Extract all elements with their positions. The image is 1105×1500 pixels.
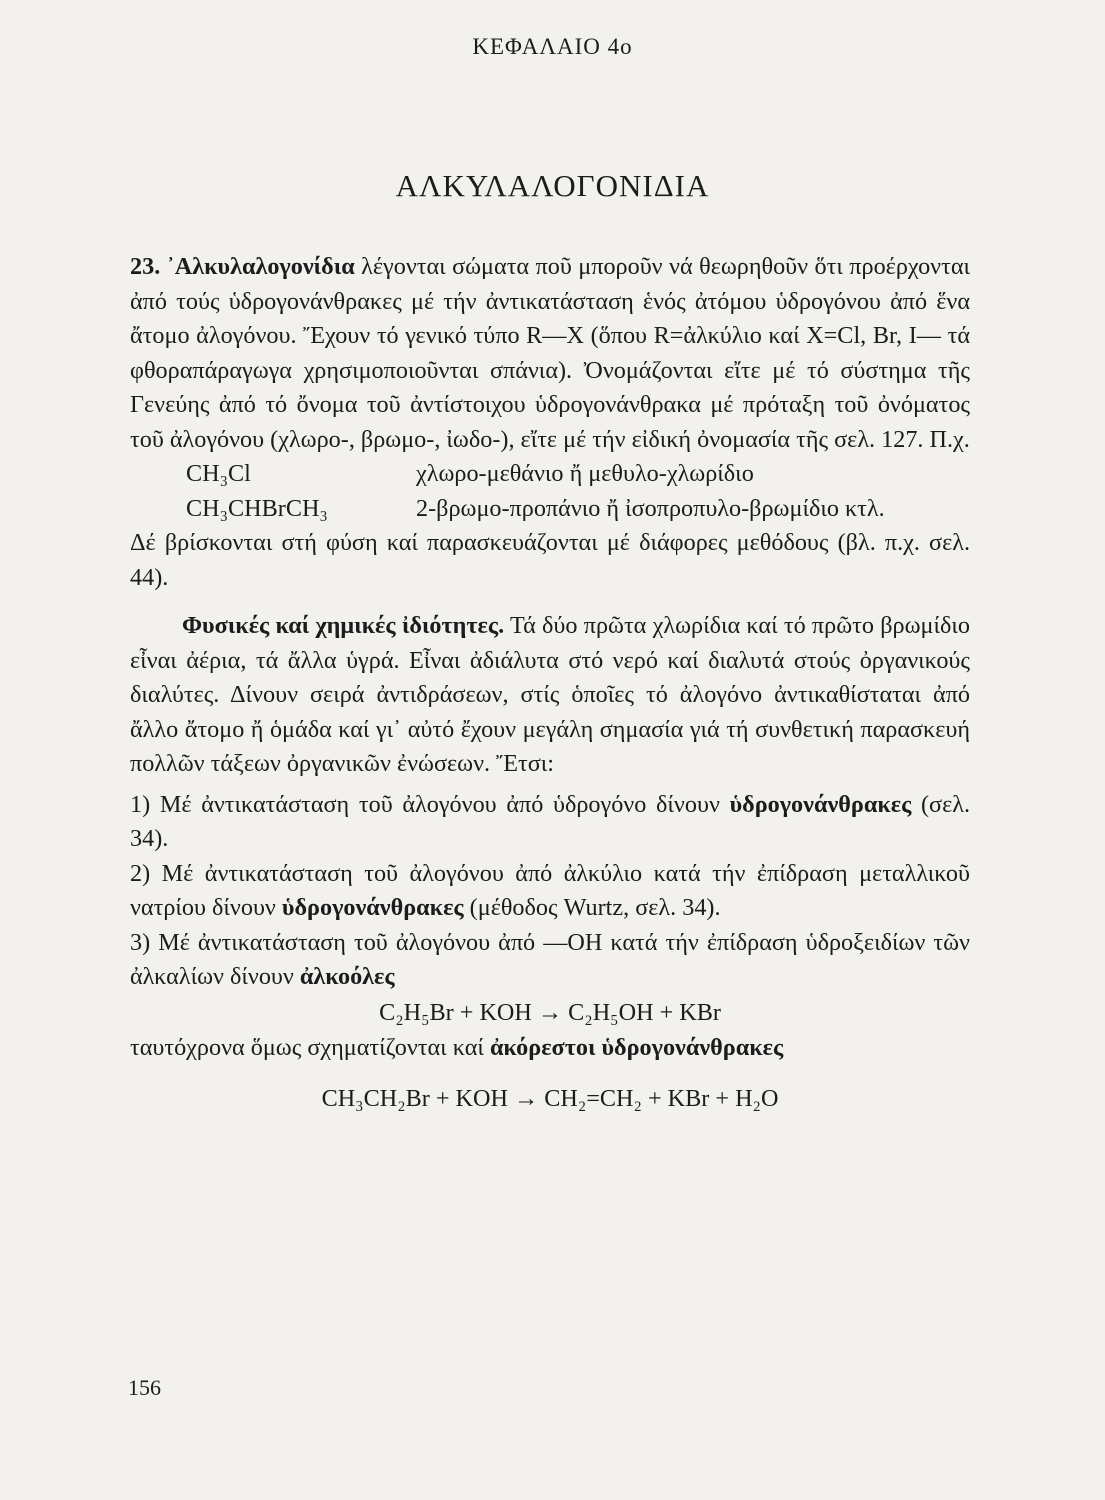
example-formula: CH₃Cl [186, 460, 251, 487]
simultaneous-bold: ἀκόρεστοι ὑδρογονάνθρακες [489, 1033, 784, 1061]
example-row [186, 457, 970, 492]
item-bold: ὑδρογονάνθρακες [281, 894, 464, 921]
properties-paragraph [130, 609, 970, 782]
properties-heading: Φυσικές καί χημικές ἰδιότητες. [182, 612, 505, 639]
example-formula: CH₃CHBrCH₃ [186, 494, 328, 522]
section-number: 23. [130, 253, 161, 280]
page-number: 156 [128, 1375, 161, 1400]
item-text: 1) Μέ ἀντικατάσταση τοῦ ἀλογόνου ἀπό ὑδρογόνο δίνουν [130, 790, 720, 818]
item-bold: ὑδρογονάνθρακες [729, 790, 912, 818]
example-name: 2-βρωμο-προπάνιο ἤ ἰσοπροπυλο-βρωμίδιο κτλ. [416, 494, 885, 522]
list-item [130, 788, 970, 857]
simultaneous-text: ταυτόχρονα ὅμως σχηματίζονται καί [130, 1033, 484, 1061]
equation-2: CH₃CH₂Br + KOH → CH₂=CH₂ + KBr + H₂O [321, 1085, 779, 1112]
section-text: λέγονται σώματα ποῦ μποροῦν νά θεωρηθοῦν ὅτι προέρχονται ἀπό τούς ὑδρογονάνθρακες μέ τήν ἀντικατάσταση ἑνός ἀτόμου ὑδρογόνου ἀπό ἕνα ἄτομο ἀλογόνου. Ἔχουν τό γενικό τύπο R—X (ὅπου R=ἀλκύλιο καί X=Cl, Br, I— τά φθοραπάραγωγα χρησιμοποιοῦνται σπάνια). Ὀνομάζονται εἴτε μέ τό σύστημα τῆς Γενεύης ἀπό τό ὄνομα τοῦ ἀντίστοιχου ὑδρογονάνθρακα μέ πρόταξη τοῦ ὀνόματος τοῦ ἀλογόνου (χλωρο-, βρωμο-, ἰωδο-), εἴτε μέ τήν εἰδική ὀνομασία τῆς σελ. 127. Π.χ. [130, 253, 971, 453]
section-paragraph [130, 250, 970, 457]
item-suffix: (σελ. 34). [130, 790, 971, 852]
item-text: 3) Μέ ἀντικατάσταση τοῦ ἀλογόνου ἀπό —OH κατά τήν ἐπίδραση ὑδροξειδίων τῶν ἀλκαλίων δίνουν [130, 928, 970, 990]
properties-text: Τά δύο πρῶτα χλωρίδια καί τό πρῶτο βρωμίδιο εἶναι ἀέρια, τά ἄλλα ὑγρά. Εἶναι ἀδιάλυτα στό νερό καί διαλυτά στούς ὀργανικούς διαλύτες. Δίνουν σειρά ἀντιδράσεων, στίς ὁποῖες τό ἀλογόνο ἀντικαθίσταται ἀπό ἄλλο ἄτομο ἤ ὁμάδα καί γι᾿ αὐτό ἔχουν μεγάλη σημασία γιά τή συνθετική παρασκευή πολλῶν τάξεων ὀργανικῶν ἐνώσεων. Ἔτσι: [130, 612, 970, 777]
section-term: ᾿Αλκυλαλογονίδια [166, 253, 355, 280]
example-row [186, 492, 970, 527]
example-name: χλωρο-μεθάνιο ἤ μεθυλο-χλωρίδιο [416, 460, 754, 487]
list-item [130, 926, 970, 995]
body-text [130, 250, 970, 1117]
equation-1: C₂H₅Br + KOH → C₂H₅OH + KBr [379, 998, 721, 1026]
simultaneous-paragraph [130, 1031, 970, 1066]
item-bold: ἀλκοόλες [299, 963, 395, 990]
occurrence-paragraph: Δέ βρίσκονται στή φύση καί παρασκευάζονται μέ διάφορες μεθόδους (βλ. π.χ. σελ. 44). [130, 529, 970, 591]
running-head: ΚΕΦΑΛΑΙΟ 4ο [472, 34, 633, 59]
item-text: 2) Μέ ἀντικατάσταση τοῦ ἀλογόνου ἀπό ἀλκύλιο κατά τήν ἐπίδραση μεταλλικοῦ νατρίου δίνουν [130, 859, 970, 921]
list-item [130, 857, 970, 926]
item-suffix: (μέθοδος Wurtz, σελ. 34). [469, 894, 721, 921]
page-title: ΑΛΚΥΛΑΛΟΓΟΝΙΔΙΑ [395, 168, 710, 203]
